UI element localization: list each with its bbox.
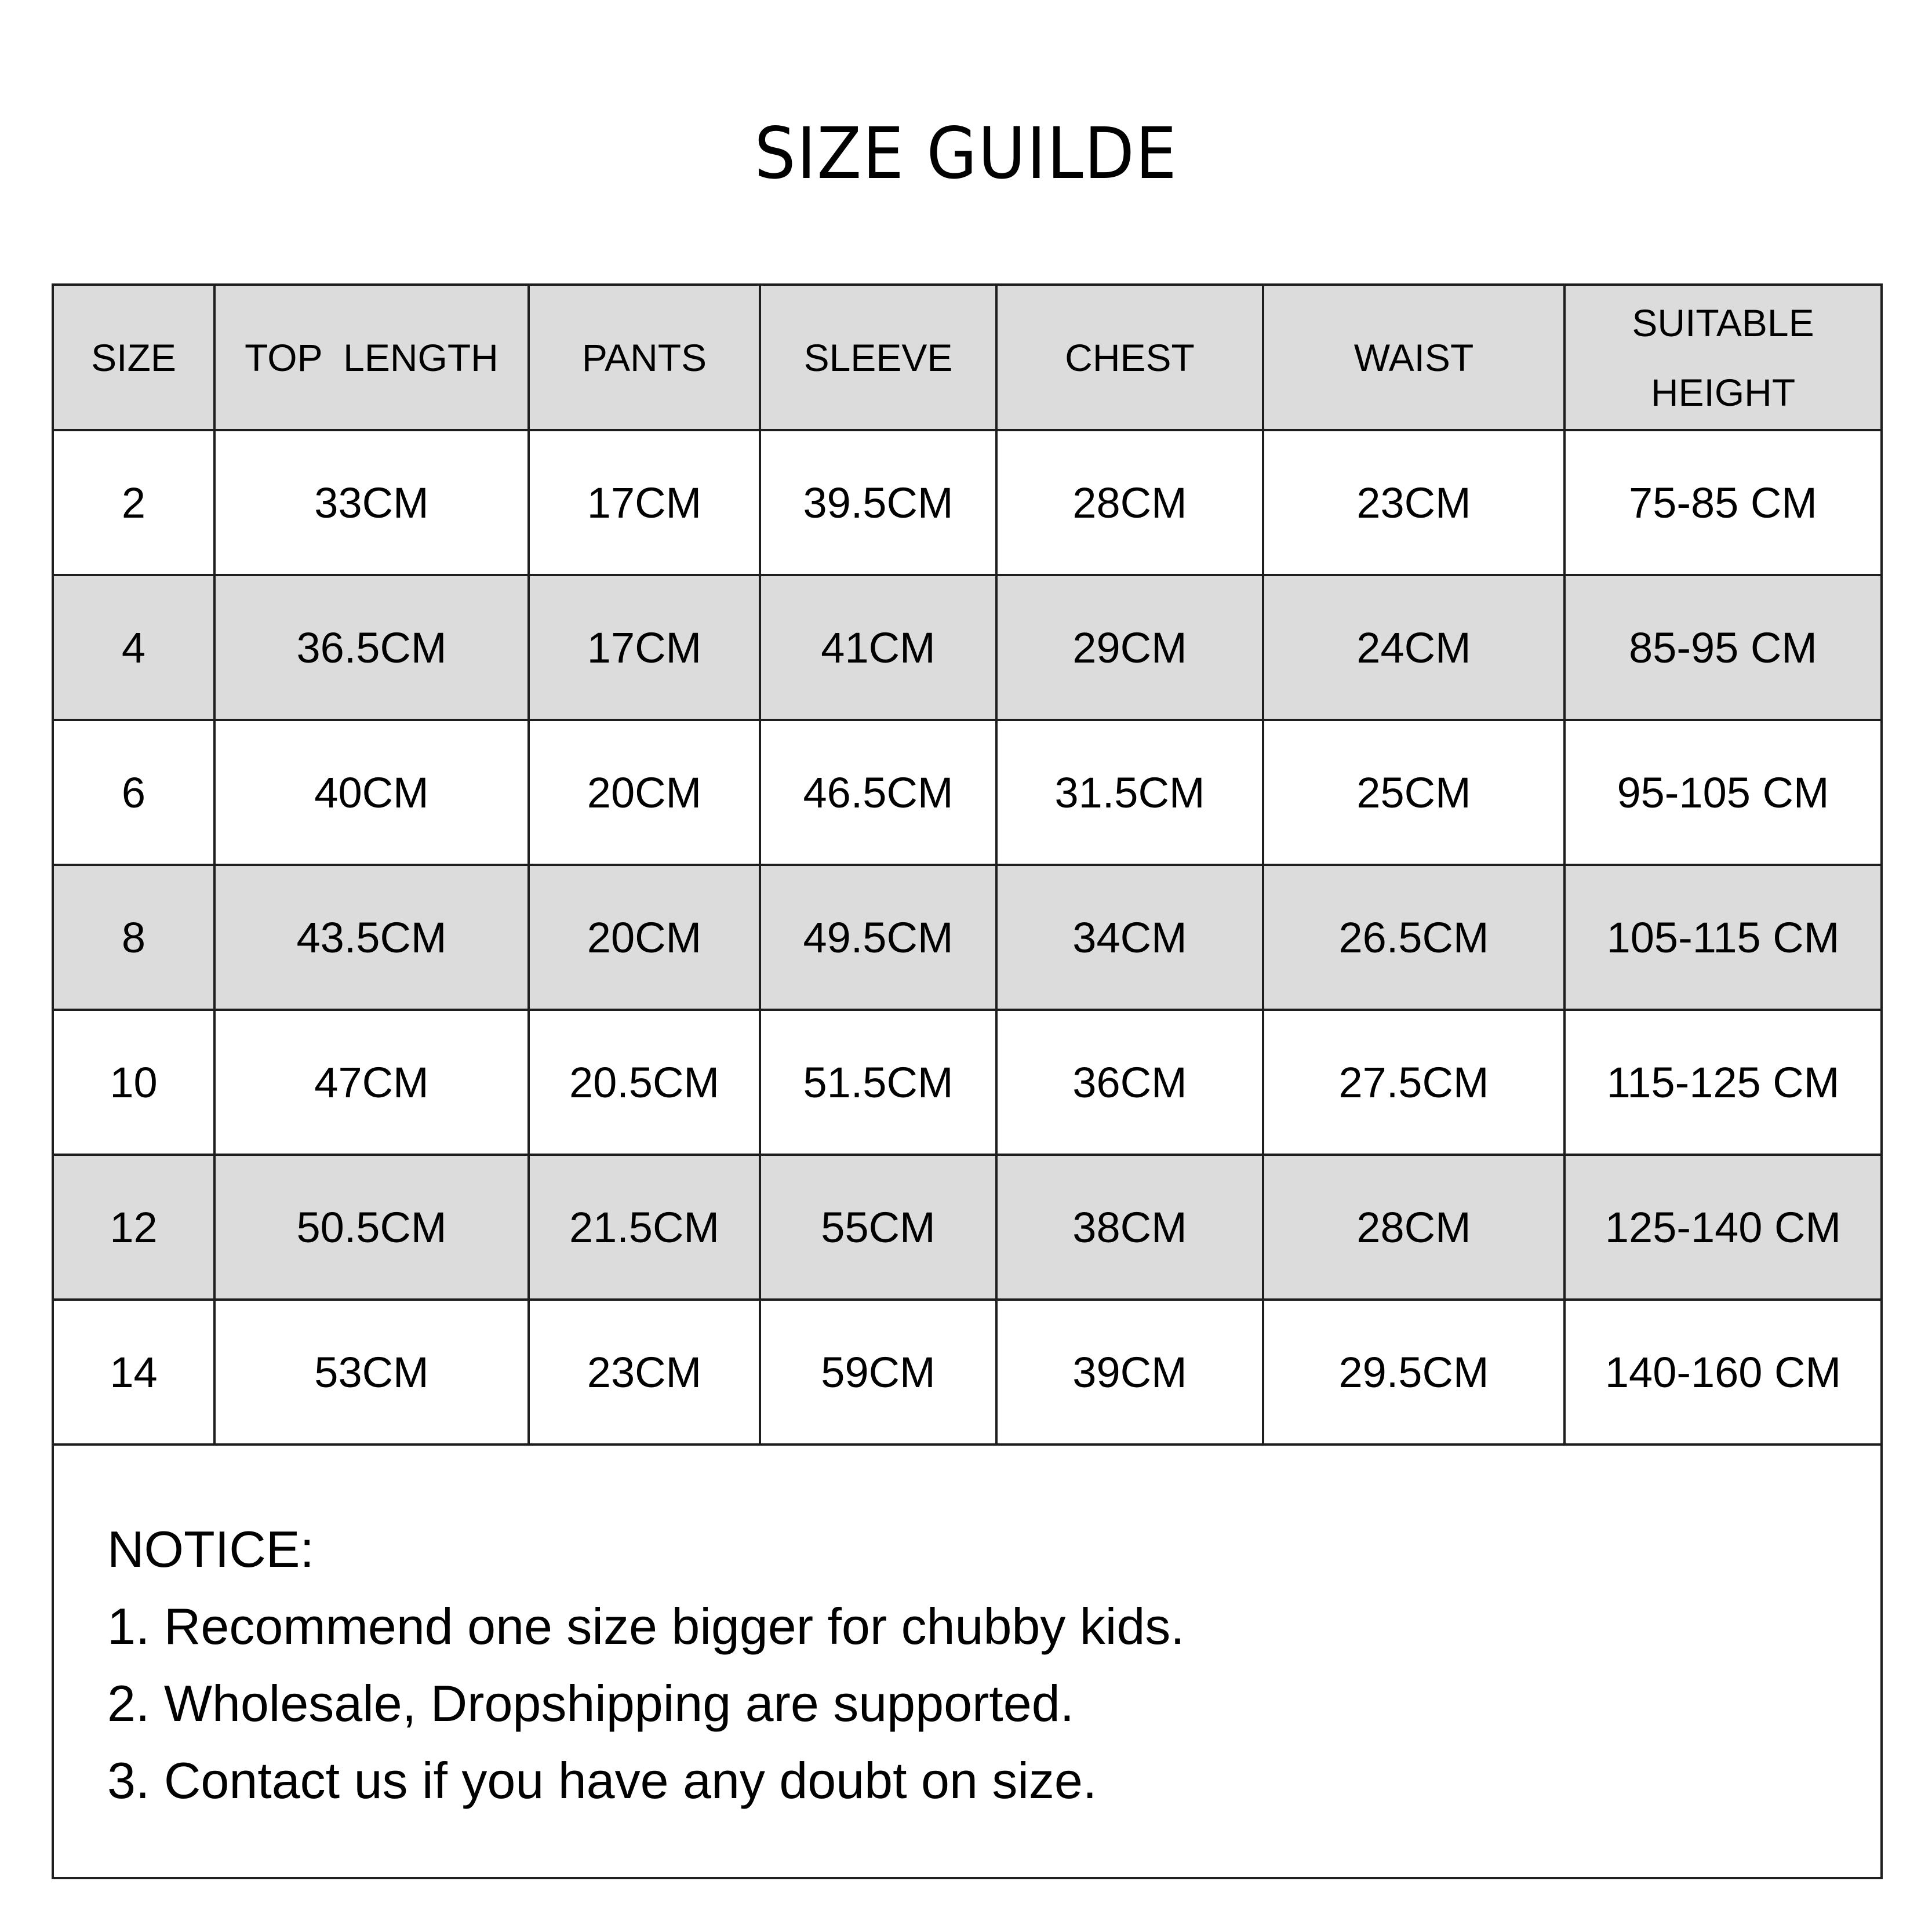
header-row: [54, 286, 1880, 430]
header-chest: CHEST: [996, 286, 1263, 430]
cell-sleeve: 46.5CM: [760, 720, 996, 865]
cell-suitable-height: 95-105 CM: [1564, 720, 1880, 865]
cell-suitable-height: 85-95 CM: [1564, 575, 1880, 720]
cell-pants: 20.5CM: [529, 1010, 760, 1155]
cell-pants: 17CM: [529, 575, 760, 720]
size-table: [54, 286, 1880, 1446]
cell-suitable-height: 105-115 CM: [1564, 865, 1880, 1010]
header-suitable-height-line1: SUITABLE: [1632, 301, 1814, 344]
cell-pants: 23CM: [529, 1300, 760, 1445]
table-row: [54, 720, 1880, 865]
header-size: SIZE: [54, 286, 214, 430]
notice-heading: NOTICE:: [107, 1520, 314, 1578]
cell-waist: 28CM: [1263, 1155, 1564, 1300]
cell-suitable-height: 115-125 CM: [1564, 1010, 1880, 1155]
cell-size: 2: [54, 430, 214, 575]
cell-top-length: 33CM: [214, 430, 529, 575]
cell-pants: 20CM: [529, 720, 760, 865]
cell-chest: 38CM: [996, 1155, 1263, 1300]
cell-pants: 21.5CM: [529, 1155, 760, 1300]
header-suitable-height-line2: HEIGHT: [1650, 370, 1796, 414]
header-pants: PANTS: [529, 286, 760, 430]
cell-sleeve: 55CM: [760, 1155, 996, 1300]
cell-top-length: 53CM: [214, 1300, 529, 1445]
table-row: [54, 430, 1880, 575]
cell-waist: 27.5CM: [1263, 1010, 1564, 1155]
table-row: [54, 865, 1880, 1010]
notice-item-1: 1. Recommend one size bigger for chubby kids.: [107, 1598, 1185, 1655]
cell-size: 14: [54, 1300, 214, 1445]
cell-top-length: 47CM: [214, 1010, 529, 1155]
cell-pants: 20CM: [529, 865, 760, 1010]
notice-item-2: 2. Wholesale, Dropshipping are supported.: [107, 1675, 1075, 1732]
cell-waist: 29.5CM: [1263, 1300, 1564, 1445]
cell-chest: 31.5CM: [996, 720, 1263, 865]
cell-waist: 25CM: [1263, 720, 1564, 865]
page-title: SIZE GUILDE: [754, 112, 1178, 195]
header-suitable-height: [1564, 286, 1880, 430]
cell-chest: 29CM: [996, 575, 1263, 720]
cell-top-length: 40CM: [214, 720, 529, 865]
table-row: [54, 1300, 1880, 1445]
cell-suitable-height: 125-140 CM: [1564, 1155, 1880, 1300]
cell-sleeve: 49.5CM: [760, 865, 996, 1010]
notice-section: [54, 1444, 1880, 1877]
cell-chest: 39CM: [996, 1300, 1263, 1445]
cell-top-length: 36.5CM: [214, 575, 529, 720]
cell-chest: 28CM: [996, 430, 1263, 575]
cell-sleeve: 51.5CM: [760, 1010, 996, 1155]
cell-top-length: 50.5CM: [214, 1155, 529, 1300]
cell-size: 10: [54, 1010, 214, 1155]
notice-item-3: 3. Contact us if you have any doubt on size.: [107, 1752, 1097, 1809]
cell-size: 8: [54, 865, 214, 1010]
cell-sleeve: 59CM: [760, 1300, 996, 1445]
cell-size: 12: [54, 1155, 214, 1300]
header-sleeve: SLEEVE: [760, 286, 996, 430]
cell-sleeve: 41CM: [760, 575, 996, 720]
cell-chest: 34CM: [996, 865, 1263, 1010]
cell-top-length: 43.5CM: [214, 865, 529, 1010]
cell-chest: 36CM: [996, 1010, 1263, 1155]
header-waist: WAIST: [1263, 286, 1564, 430]
cell-size: 4: [54, 575, 214, 720]
table-row: [54, 1010, 1880, 1155]
cell-waist: 24CM: [1263, 575, 1564, 720]
size-chart: [52, 283, 1883, 1879]
header-top-length: TOP LENGTH: [214, 286, 529, 430]
cell-suitable-height: 75-85 CM: [1564, 430, 1880, 575]
cell-waist: 23CM: [1263, 430, 1564, 575]
cell-pants: 17CM: [529, 430, 760, 575]
cell-suitable-height: 140-160 CM: [1564, 1300, 1880, 1445]
cell-sleeve: 39.5CM: [760, 430, 996, 575]
table-row: [54, 575, 1880, 720]
table-row: [54, 1155, 1880, 1300]
cell-waist: 26.5CM: [1263, 865, 1564, 1010]
cell-size: 6: [54, 720, 214, 865]
